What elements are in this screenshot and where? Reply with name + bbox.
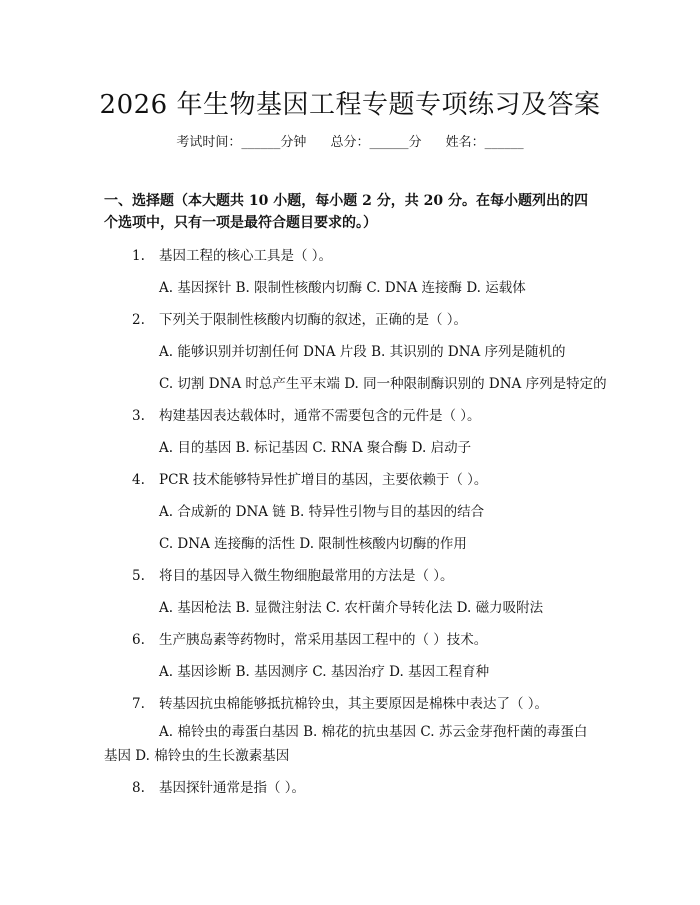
question-3-options: A. 目的基因 B. 标记基因 C. RNA 聚合酶 D. 启动子	[159, 440, 472, 456]
question-text: 基因工程的核心工具是（ ）。	[159, 248, 333, 264]
question-7-options: A. 棉铃虫的毒蛋白基因 B. 棉花的抗虫基因 C. 苏云金芽孢杆菌的毒蛋白基因 D. 棉铃虫的生长激素基因	[104, 724, 588, 764]
exam-time-field: 考试时间：______分钟	[176, 135, 307, 150]
question-number: 5.	[132, 568, 145, 584]
question-number: 8.	[132, 780, 145, 796]
question-4	[132, 468, 487, 488]
question-5-options: A. 基因枪法 B. 显微注射法 C. 农杆菌介导转化法 D. 磁力吸附法	[159, 600, 544, 616]
question-1-options: A. 基因探针 B. 限制性核酸内切酶 C. DNA 连接酶 D. 运载体	[159, 280, 526, 296]
question-2	[132, 308, 467, 328]
question-text: 生产胰岛素等药物时，常采用基因工程中的（ ）技术。	[159, 632, 488, 648]
question-number: 6.	[132, 632, 145, 648]
exam-info-line	[0, 131, 700, 150]
question-4-options-line-1: A. 合成新的 DNA 链 B. 特异性引物与目的基因的结合	[159, 504, 485, 520]
question-2-options-line-1: A. 能够识别并切割任何 DNA 片段 B. 其识别的 DNA 序列是随机的	[159, 344, 566, 360]
question-number: 4.	[132, 472, 145, 488]
question-number: 7.	[132, 696, 145, 712]
question-2-options-line-2: C. 切割 DNA 时总产生平末端 D. 同一种限制酶识别的 DNA 序列是特定的	[159, 376, 607, 392]
question-text: PCR 技术能够特异性扩增目的基因，主要依赖于（ ）。	[159, 472, 488, 488]
total-score-field: 总分：______分	[330, 135, 422, 150]
student-name-field: 姓名：______	[445, 135, 524, 150]
question-1	[132, 244, 332, 264]
question-4-options-line-2: C. DNA 连接酶的活性 D. 限制性核酸内切酶的作用	[159, 536, 467, 552]
question-7	[132, 692, 548, 712]
document-title: 2026 年生物基因工程专题专项练习及答案	[99, 90, 601, 120]
question-number: 3.	[132, 408, 145, 424]
section-heading: 一、选择题（本大题共 10 小题，每小题 2 分，共 20 分。在每小题列出的四个选项中，只有一项是最符合题目要求的。）	[104, 193, 588, 231]
question-number: 1.	[132, 248, 145, 264]
question-8	[132, 776, 305, 796]
question-text: 转基因抗虫棉能够抵抗棉铃虫，其主要原因是棉株中表达了（ ）。	[159, 696, 549, 712]
question-text: 下列关于限制性核酸内切酶的叙述，正确的是（ ）。	[159, 312, 468, 328]
question-5	[132, 564, 454, 584]
question-6	[132, 628, 487, 648]
question-3	[132, 404, 481, 424]
question-6-options: A. 基因诊断 B. 基因测序 C. 基因治疗 D. 基因工程育种	[159, 664, 490, 680]
question-text: 构建基因表达载体时，通常不需要包含的元件是（ ）。	[159, 408, 481, 424]
question-text: 基因探针通常是指（ ）。	[159, 780, 306, 796]
question-number: 2.	[132, 312, 145, 328]
question-text: 将目的基因导入微生物细胞最常用的方法是（ ）。	[159, 568, 454, 584]
